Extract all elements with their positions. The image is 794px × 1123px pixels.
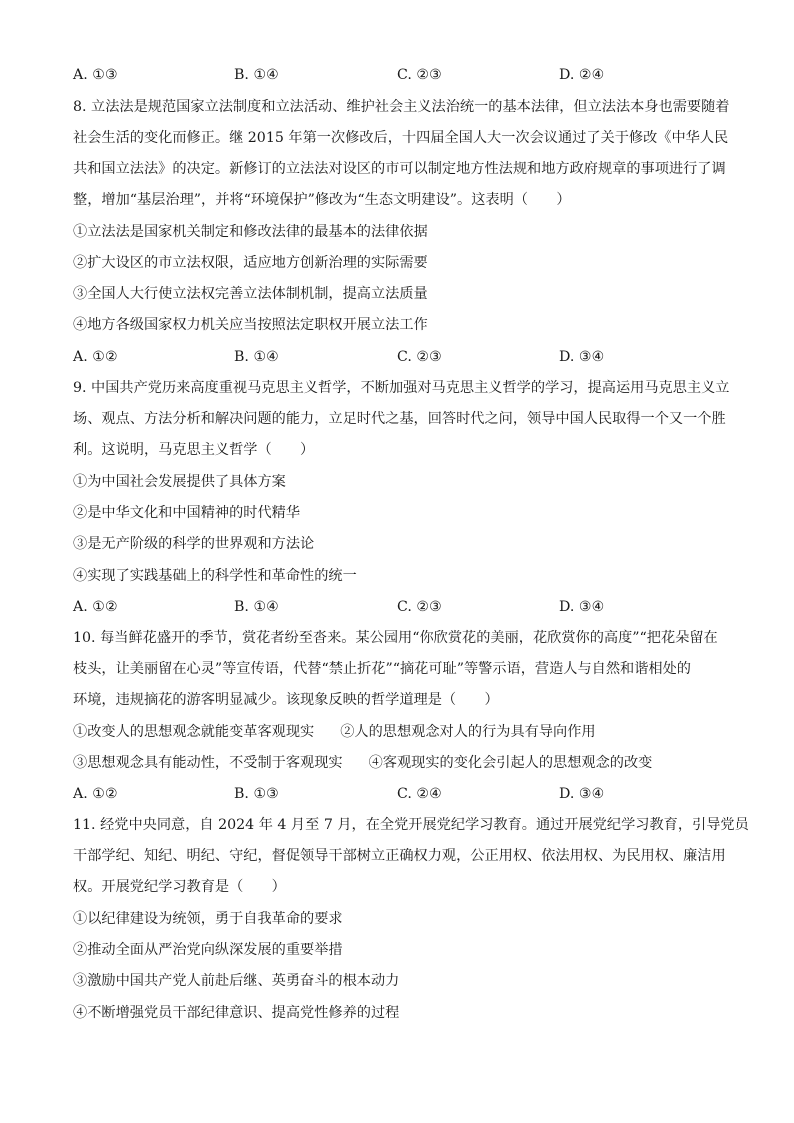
q9-option-c[interactable]: C. ②③ bbox=[397, 599, 442, 615]
q9-stem-line-3: 利。这说明，马克思主义哲学（ ） bbox=[73, 442, 315, 458]
q9-option-d[interactable]: D. ③④ bbox=[559, 599, 605, 615]
q10-stem-line-2: 枝头，让美丽留在心灵”等宣传语，代替“禁止折花”“摘花可耻”等警示语，营造人与自然和谐相处的 bbox=[73, 661, 691, 677]
q8-statement-3: ③全国人大行使立法权完善立法体制机制，提高立法质量 bbox=[73, 286, 428, 302]
q9-statement-2: ②是中华文化和中国精神的时代精华 bbox=[73, 505, 301, 521]
q8-options bbox=[73, 347, 733, 367]
q7-option-b[interactable]: B. ①④ bbox=[234, 67, 279, 83]
q7-options bbox=[73, 65, 733, 85]
q10-statement-row-2 bbox=[73, 753, 652, 773]
q11-statement-3: ③激励中国共产党人前赴后继、英勇奋斗的根本动力 bbox=[73, 973, 400, 989]
q10-option-b[interactable]: B. ①③ bbox=[234, 786, 279, 802]
q9-option-b[interactable]: B. ①④ bbox=[234, 599, 279, 615]
q8-option-b[interactable]: B. ①④ bbox=[234, 349, 279, 365]
q8-stem-line-1: 8. 立法法是规范国家立法制度和立法活动、维护社会主义法治统一的基本法律，但立法法本身也需要随着 bbox=[73, 99, 730, 115]
q9-statement-3: ③是无产阶级的科学的世界观和方法论 bbox=[73, 536, 315, 552]
q10-option-a[interactable]: A. ①② bbox=[73, 786, 118, 802]
q10-statement-3: ③思想观念具有能动性，不受制于客观现实 bbox=[73, 755, 343, 771]
q11-stem-line-1: 11. 经党中央同意，自 2024 年 4 月至 7 月，在全党开展党纪学习教育。通过开展党纪学习教育，引导党员 bbox=[73, 817, 749, 833]
q7-option-d[interactable]: D. ②④ bbox=[559, 67, 605, 83]
q10-statement-2: ②人的思想观念对人的行为具有导向作用 bbox=[340, 724, 596, 740]
q10-stem-line-1: 10. 每当鲜花盛开的季节，赏花者纷至沓来。某公园用“你欣赏花的美丽，花欣赏你的高度”“把花朵留在 bbox=[73, 630, 718, 646]
q8-option-c[interactable]: C. ②③ bbox=[397, 349, 442, 365]
q11-stem-line-3: 权。开展党纪学习教育是（ ） bbox=[73, 879, 286, 895]
q8-statement-4: ④地方各级国家权力机关应当按照法定职权开展立法工作 bbox=[73, 317, 428, 333]
q9-option-a[interactable]: A. ①② bbox=[73, 599, 118, 615]
q10-options bbox=[73, 784, 733, 804]
q10-statement-1: ①改变人的思想观念就能变革客观现实 bbox=[73, 724, 315, 740]
q11-stem-line-2: 干部学纪、知纪、明纪、守纪，督促领导干部树立正确权力观，公正用权、依法用权、为民用权、廉洁用 bbox=[73, 848, 726, 864]
q8-statement-2: ②扩大设区的市立法权限，适应地方创新治理的实际需要 bbox=[73, 255, 428, 271]
q10-stem-line-3: 环境，违规摘花的游客明显减少。该现象反映的哲学道理是（ ） bbox=[73, 692, 499, 708]
q11-statement-2: ②推动全面从严治党向纵深发展的重要举措 bbox=[73, 942, 343, 958]
q7-option-c[interactable]: C. ②③ bbox=[397, 67, 442, 83]
q9-statement-1: ①为中国社会发展提供了具体方案 bbox=[73, 474, 286, 490]
q9-stem-line-2: 场、观点、方法分析和解决问题的能力，立足时代之基，回答时代之问，领导中国人民取得一个又一个胜 bbox=[73, 411, 726, 427]
q8-option-d[interactable]: D. ③④ bbox=[559, 349, 605, 365]
q9-statement-4: ④实现了实践基础上的科学性和革命性的统一 bbox=[73, 568, 357, 584]
q8-statement-1: ①立法法是国家机关制定和修改法律的最基本的法律依据 bbox=[73, 224, 428, 240]
q9-stem-line-1: 9. 中国共产党历来高度重视马克思主义哲学，不断加强对马克思主义哲学的学习，提高运用马克思主义立 bbox=[73, 380, 730, 396]
q11-statement-1: ①以纪律建设为统领，勇于自我革命的要求 bbox=[73, 911, 343, 927]
q8-stem-line-2: 社会生活的变化而修正。继 2015 年第一次修改后，十四届全国人大一次会议通过了关于修改《中华人民 bbox=[73, 130, 729, 146]
q8-option-a[interactable]: A. ①② bbox=[73, 349, 118, 365]
q10-option-d[interactable]: D. ③④ bbox=[559, 786, 605, 802]
q10-option-c[interactable]: C. ②④ bbox=[397, 786, 442, 802]
q11-statement-4: ④不断增强党员干部纪律意识、提高党性修养的过程 bbox=[73, 1005, 400, 1021]
q10-statement-row-1 bbox=[73, 722, 596, 742]
q9-options bbox=[73, 597, 733, 617]
q8-stem-line-4: 整，增加“基层治理”，并将“环境保护”修改为“生态文明建设”。这表明（ ） bbox=[73, 192, 571, 208]
q10-statement-4: ④客观现实的变化会引起人的思想观念的改变 bbox=[368, 755, 653, 771]
q7-option-a[interactable]: A. ①③ bbox=[73, 67, 118, 83]
q8-stem-line-3: 共和国立法法》的决定。新修订的立法法对设区的市可以制定地方性法规和地方政府规章的事项进行了调 bbox=[73, 161, 726, 177]
